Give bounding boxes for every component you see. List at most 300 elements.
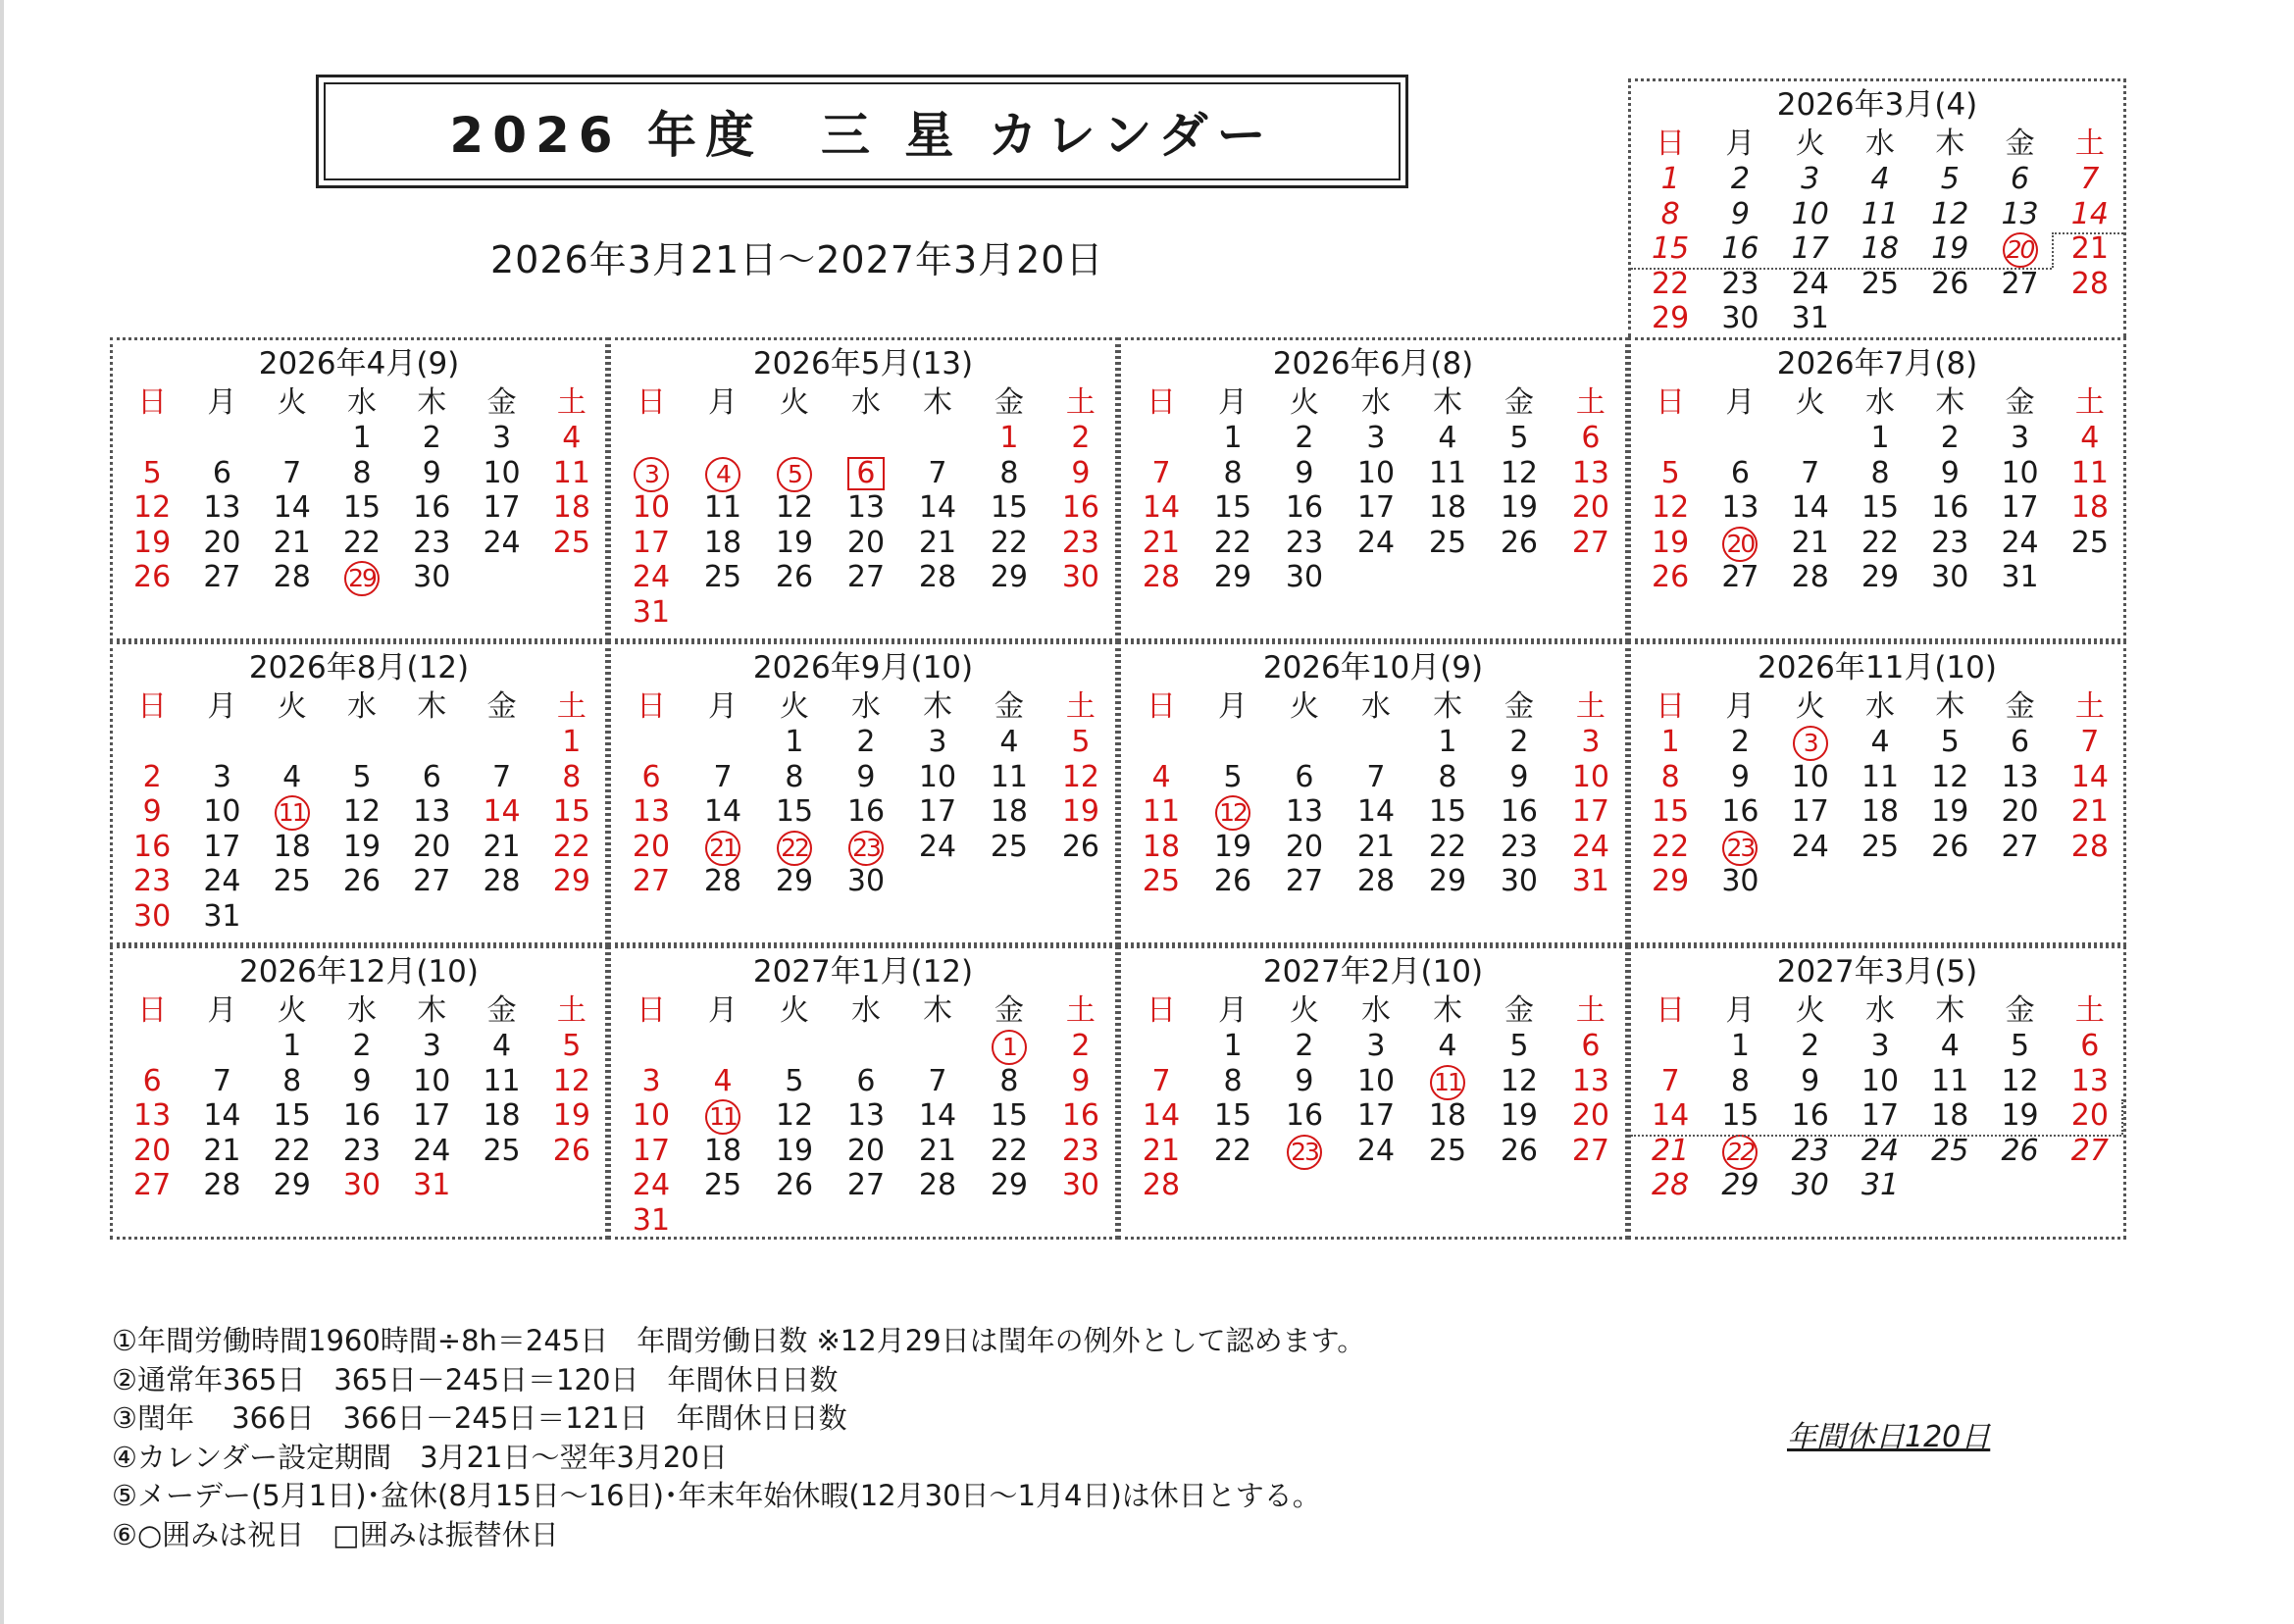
day-cell: 3 bbox=[1581, 725, 1601, 759]
month-title: 2026年9月(10) bbox=[752, 650, 974, 685]
day-cell: 27 bbox=[846, 1168, 886, 1202]
weekday-header: 火 bbox=[779, 385, 809, 420]
day-cell: 3 bbox=[928, 725, 947, 759]
note-2: ②通常年365日 365日－245日＝120日 年間休日日数 bbox=[112, 1362, 839, 1396]
day-cell: 14 bbox=[2070, 759, 2109, 794]
day-cell bbox=[1420, 1064, 1475, 1100]
day-cell: 8 bbox=[1223, 1063, 1243, 1098]
day-cell: 13 bbox=[846, 490, 886, 525]
day-cell: 16 bbox=[1285, 1098, 1324, 1133]
day-cell bbox=[695, 456, 750, 492]
day-cell: 22 bbox=[1652, 266, 1690, 301]
day-cell bbox=[1712, 526, 1767, 562]
month-2026-04 bbox=[110, 337, 608, 641]
day-cell: 2 bbox=[1071, 1029, 1091, 1063]
day-cell: 25 bbox=[552, 525, 590, 560]
day-cell: 2 bbox=[1730, 725, 1750, 759]
weekday-header: 月 bbox=[207, 689, 237, 724]
weekday-header: 金 bbox=[994, 689, 1024, 724]
weekday-header: 土 bbox=[1575, 993, 1606, 1028]
day-cell: 10 bbox=[2001, 455, 2039, 490]
day-cell: 16 bbox=[1061, 1098, 1100, 1133]
day-cell: 7 bbox=[492, 759, 512, 794]
weekday-header: 月 bbox=[1725, 127, 1756, 161]
day-cell: 11 bbox=[1861, 196, 1900, 231]
day-cell: 5 bbox=[1071, 725, 1091, 759]
weekday-header: 火 bbox=[1795, 993, 1825, 1028]
day-cell: 1 bbox=[282, 1029, 302, 1063]
day-cell: 30 bbox=[1721, 864, 1759, 898]
day-cell: 24 bbox=[1791, 266, 1829, 301]
day-cell: 29 bbox=[1861, 560, 1900, 594]
day-cell: 24 bbox=[918, 829, 957, 864]
day-cell: 16 bbox=[1061, 490, 1100, 525]
day-cell: 1 bbox=[1730, 1029, 1750, 1063]
day-cell: 18 bbox=[552, 490, 590, 525]
day-cell: 14 bbox=[1142, 490, 1181, 525]
day-cell: 12 bbox=[1652, 490, 1690, 525]
day-cell: 27 bbox=[1571, 525, 1610, 560]
weekday-header: 火 bbox=[277, 689, 307, 724]
day-cell: 4 bbox=[1870, 162, 1890, 196]
day-cell: 6 bbox=[1730, 455, 1750, 490]
weekday-header: 火 bbox=[1795, 689, 1825, 724]
note-1: ①年間労働時間1960時間÷8h＝245日 年間労働日数 ※12月29日は閏年の例外として認めます。 bbox=[112, 1324, 1366, 1357]
day-cell: 28 bbox=[2070, 829, 2109, 864]
day-cell: 31 bbox=[413, 1168, 451, 1202]
day-cell: 11 bbox=[483, 1063, 521, 1098]
day-cell: 15 bbox=[775, 794, 814, 829]
day-cell: 4 bbox=[1940, 1029, 1960, 1063]
month-title: 2027年1月(12) bbox=[752, 954, 974, 990]
page-edge bbox=[0, 0, 4, 1624]
day-cell: 7 bbox=[282, 455, 302, 490]
month-title: 2026年7月(8) bbox=[1776, 346, 1978, 381]
day-cell: 17 bbox=[483, 490, 521, 525]
day-cell: 24 bbox=[2001, 525, 2039, 560]
day-cell: 15 bbox=[1721, 1098, 1759, 1133]
day-cell: 1 bbox=[1660, 162, 1680, 196]
day-cell: 14 bbox=[1791, 490, 1829, 525]
day-cell: 9 bbox=[1071, 455, 1091, 490]
day-cell: 27 bbox=[1571, 1133, 1610, 1168]
weekday-header: 土 bbox=[1065, 689, 1096, 724]
day-cell: 9 bbox=[1730, 196, 1750, 231]
day-cell: 29 bbox=[1721, 1168, 1759, 1202]
weekday-header: 木 bbox=[1935, 127, 1965, 161]
day-cell: 21 bbox=[918, 1133, 957, 1168]
day-cell: 17 bbox=[1791, 794, 1829, 829]
day-cell: 13 bbox=[1571, 455, 1610, 490]
day-cell: 31 bbox=[1861, 1168, 1900, 1202]
weekday-header: 木 bbox=[417, 385, 447, 420]
day-cell: 29 bbox=[1652, 301, 1690, 335]
weekday-header: 土 bbox=[556, 993, 586, 1028]
day-cell: 1 bbox=[1223, 1029, 1243, 1063]
day-cell: 10 bbox=[632, 490, 671, 525]
day-cell: 6 bbox=[2011, 725, 2030, 759]
day-cell: 2 bbox=[1730, 162, 1750, 196]
day-cell: 30 bbox=[342, 1168, 382, 1202]
day-cell bbox=[1712, 1134, 1767, 1170]
day-cell: 22 bbox=[273, 1133, 311, 1168]
day-cell: 23 bbox=[1061, 1133, 1100, 1168]
day-cell: 24 bbox=[483, 525, 521, 560]
day-cell: 10 bbox=[1571, 759, 1610, 794]
day-cell: 17 bbox=[632, 525, 671, 560]
day-cell: 21 bbox=[918, 525, 957, 560]
day-cell: 19 bbox=[342, 829, 382, 864]
day-cell: 17 bbox=[203, 829, 241, 864]
day-cell: 12 bbox=[1061, 759, 1100, 794]
day-cell: 17 bbox=[413, 1098, 451, 1133]
day-cell: 1 bbox=[1438, 725, 1457, 759]
day-cell: 3 bbox=[212, 759, 231, 794]
day-cell: 19 bbox=[1652, 525, 1690, 560]
weekday-header: 月 bbox=[707, 689, 738, 724]
day-cell: 27 bbox=[133, 1168, 172, 1202]
day-cell: 28 bbox=[203, 1168, 241, 1202]
day-cell: 13 bbox=[1571, 1063, 1610, 1098]
day-cell: 23 bbox=[133, 864, 172, 898]
day-cell: 2 bbox=[1295, 421, 1314, 455]
month-2026-03 bbox=[1628, 78, 2126, 337]
day-cell: 26 bbox=[775, 1168, 814, 1202]
day-cell: 2 bbox=[1940, 421, 1960, 455]
day-cell: 22 bbox=[1861, 525, 1900, 560]
weekday-header: 月 bbox=[1217, 689, 1248, 724]
weekday-header: 日 bbox=[1656, 993, 1686, 1028]
day-cell: 4 bbox=[2080, 421, 2100, 455]
day-cell: 24 bbox=[1356, 1133, 1396, 1168]
day-cell: 4 bbox=[1438, 421, 1457, 455]
day-cell: 12 bbox=[1500, 455, 1539, 490]
holiday-circle-11: 11 bbox=[705, 1099, 740, 1135]
weekday-header: 土 bbox=[556, 689, 586, 724]
day-cell: 25 bbox=[990, 829, 1029, 864]
day-cell: 2 bbox=[1509, 725, 1529, 759]
weekday-header: 水 bbox=[1864, 993, 1895, 1028]
day-cell: 17 bbox=[1356, 490, 1396, 525]
day-cell bbox=[265, 794, 320, 831]
weekday-header: 土 bbox=[1065, 385, 1096, 420]
day-cell: 2 bbox=[422, 421, 441, 455]
day-cell: 20 bbox=[133, 1133, 172, 1168]
month-title: 2026年6月(8) bbox=[1272, 346, 1474, 381]
day-cell: 21 bbox=[273, 525, 311, 560]
day-cell: 25 bbox=[1931, 1133, 1969, 1168]
day-cell: 4 bbox=[282, 759, 302, 794]
weekday-header: 日 bbox=[637, 689, 666, 724]
month-2026-09 bbox=[608, 641, 1118, 945]
day-cell: 5 bbox=[352, 759, 372, 794]
day-cell: 8 bbox=[562, 759, 582, 794]
day-cell: 8 bbox=[352, 455, 372, 490]
day-cell: 30 bbox=[1931, 560, 1969, 594]
day-cell: 11 bbox=[1428, 455, 1467, 490]
weekday-header: 水 bbox=[346, 993, 377, 1028]
weekday-header: 木 bbox=[417, 689, 447, 724]
day-cell: 28 bbox=[918, 1168, 957, 1202]
day-cell: 30 bbox=[133, 898, 172, 934]
weekday-header: 火 bbox=[779, 689, 809, 724]
day-cell: 31 bbox=[203, 898, 241, 934]
day-cell: 9 bbox=[856, 759, 876, 794]
weekday-header: 水 bbox=[1360, 689, 1391, 724]
day-cell bbox=[1712, 830, 1767, 866]
day-cell: 2 bbox=[1071, 421, 1091, 455]
day-cell: 14 bbox=[273, 490, 311, 525]
day-cell: 19 bbox=[552, 1098, 590, 1133]
day-cell: 12 bbox=[1931, 196, 1969, 231]
day-cell: 12 bbox=[1500, 1063, 1539, 1098]
day-cell: 25 bbox=[1142, 864, 1181, 898]
day-cell: 29 bbox=[552, 864, 590, 898]
day-cell: 24 bbox=[632, 1168, 671, 1202]
day-cell: 15 bbox=[1213, 490, 1252, 525]
day-cell: 13 bbox=[133, 1098, 172, 1133]
weekday-header: 金 bbox=[2005, 993, 2035, 1028]
day-cell: 18 bbox=[703, 525, 742, 560]
day-cell: 18 bbox=[273, 829, 311, 864]
holiday-circle-3: 3 bbox=[634, 457, 669, 492]
weekday-header: 火 bbox=[779, 993, 809, 1028]
weekday-header: 土 bbox=[556, 385, 586, 420]
day-cell: 17 bbox=[1861, 1098, 1900, 1133]
day-cell: 31 bbox=[632, 594, 671, 630]
day-cell: 5 bbox=[562, 1029, 582, 1063]
day-cell: 20 bbox=[2070, 1098, 2109, 1133]
day-cell: 22 bbox=[342, 525, 382, 560]
day-cell: 14 bbox=[203, 1098, 241, 1133]
day-cell: 6 bbox=[422, 759, 441, 794]
day-cell: 3 bbox=[492, 421, 512, 455]
day-cell bbox=[982, 1029, 1037, 1065]
day-cell: 23 bbox=[342, 1133, 382, 1168]
period-boundary-line bbox=[2052, 232, 2054, 268]
day-cell: 15 bbox=[990, 490, 1029, 525]
day-cell: 12 bbox=[2001, 1063, 2039, 1098]
day-cell: 24 bbox=[632, 560, 671, 594]
day-cell: 18 bbox=[703, 1133, 742, 1168]
weekday-header: 日 bbox=[1147, 385, 1176, 420]
month-2026-11 bbox=[1628, 641, 2126, 945]
weekday-header: 金 bbox=[2005, 127, 2035, 161]
day-cell: 4 bbox=[999, 725, 1019, 759]
weekday-header: 土 bbox=[2074, 993, 2105, 1028]
day-cell: 27 bbox=[1285, 864, 1324, 898]
weekday-header: 火 bbox=[1795, 385, 1825, 420]
holiday-circle-3: 3 bbox=[1793, 726, 1828, 761]
day-cell: 30 bbox=[1791, 1168, 1829, 1202]
holiday-circle-20: 20 bbox=[2003, 232, 2038, 268]
day-cell: 16 bbox=[1500, 794, 1539, 829]
day-cell: 2 bbox=[352, 1029, 372, 1063]
day-cell: 29 bbox=[990, 560, 1029, 594]
weekday-header: 金 bbox=[486, 993, 517, 1028]
day-cell: 28 bbox=[2070, 266, 2109, 301]
day-cell: 17 bbox=[1571, 794, 1610, 829]
day-cell: 7 bbox=[1366, 759, 1386, 794]
day-cell: 6 bbox=[641, 759, 661, 794]
day-cell: 19 bbox=[1213, 829, 1252, 864]
month-2026-06 bbox=[1118, 337, 1628, 641]
weekday-header: 金 bbox=[2005, 689, 2035, 724]
day-cell: 11 bbox=[1142, 794, 1181, 829]
day-cell: 7 bbox=[1660, 1063, 1680, 1098]
day-cell: 11 bbox=[703, 490, 742, 525]
day-cell: 31 bbox=[2001, 560, 2039, 594]
weekday-header: 土 bbox=[2074, 127, 2105, 161]
day-cell: 20 bbox=[632, 829, 671, 864]
day-cell: 28 bbox=[1142, 560, 1181, 594]
day-cell: 31 bbox=[1791, 301, 1829, 335]
day-cell: 19 bbox=[1931, 794, 1969, 829]
weekday-header: 水 bbox=[346, 689, 377, 724]
day-cell: 11 bbox=[2070, 455, 2109, 490]
day-cell: 16 bbox=[133, 829, 172, 864]
weekday-header: 火 bbox=[277, 993, 307, 1028]
weekday-header: 金 bbox=[994, 385, 1024, 420]
day-cell: 3 bbox=[422, 1029, 441, 1063]
weekday-header: 日 bbox=[637, 385, 666, 420]
holiday-circle-5: 5 bbox=[777, 457, 812, 492]
day-cell: 9 bbox=[1730, 759, 1750, 794]
weekday-header: 金 bbox=[2005, 385, 2035, 420]
month-title: 2027年2月(10) bbox=[1262, 954, 1484, 990]
weekday-header: 水 bbox=[1360, 993, 1391, 1028]
day-cell: 20 bbox=[846, 525, 886, 560]
weekday-header: 木 bbox=[1935, 689, 1965, 724]
day-cell bbox=[1277, 1134, 1332, 1170]
day-cell: 15 bbox=[990, 1098, 1029, 1133]
day-cell: 21 bbox=[1652, 1133, 1690, 1168]
day-cell: 17 bbox=[1356, 1098, 1396, 1133]
day-cell: 10 bbox=[632, 1098, 671, 1133]
day-cell: 26 bbox=[1500, 1133, 1539, 1168]
day-cell: 20 bbox=[413, 829, 451, 864]
day-cell: 21 bbox=[2070, 794, 2109, 829]
day-cell: 21 bbox=[2070, 231, 2109, 266]
day-cell: 15 bbox=[273, 1098, 311, 1133]
day-cell: 15 bbox=[1652, 794, 1690, 829]
day-cell: 13 bbox=[413, 794, 451, 829]
day-cell: 17 bbox=[632, 1133, 671, 1168]
day-cell: 18 bbox=[1428, 490, 1467, 525]
day-cell: 20 bbox=[2001, 794, 2039, 829]
weekday-header: 日 bbox=[137, 689, 168, 724]
day-cell: 20 bbox=[1571, 1098, 1610, 1133]
day-cell: 8 bbox=[1660, 759, 1680, 794]
day-cell: 27 bbox=[632, 864, 671, 898]
day-cell: 12 bbox=[1931, 759, 1969, 794]
day-cell: 8 bbox=[282, 1063, 302, 1098]
weekday-header: 木 bbox=[922, 993, 952, 1028]
day-cell: 25 bbox=[2070, 525, 2109, 560]
day-cell: 31 bbox=[632, 1202, 671, 1238]
month-title: 2026年3月(4) bbox=[1776, 87, 1978, 123]
day-cell: 25 bbox=[1861, 266, 1900, 301]
day-cell: 29 bbox=[1428, 864, 1467, 898]
weekday-header: 木 bbox=[1432, 385, 1462, 420]
day-cell: 23 bbox=[1061, 525, 1100, 560]
day-cell: 3 bbox=[641, 1063, 661, 1098]
day-cell: 21 bbox=[1356, 829, 1396, 864]
day-cell: 18 bbox=[483, 1098, 521, 1133]
holiday-circle-11: 11 bbox=[275, 795, 310, 831]
day-cell: 13 bbox=[2001, 196, 2039, 231]
day-cell: 19 bbox=[2001, 1098, 2039, 1133]
day-cell: 13 bbox=[1721, 490, 1759, 525]
weekday-header: 土 bbox=[2074, 385, 2105, 420]
day-cell: 22 bbox=[990, 1133, 1029, 1168]
day-cell: 14 bbox=[1356, 794, 1396, 829]
weekday-header: 月 bbox=[707, 385, 738, 420]
month-2027-03 bbox=[1628, 945, 2126, 1240]
day-cell: 5 bbox=[1940, 725, 1960, 759]
day-cell: 13 bbox=[2001, 759, 2039, 794]
day-cell: 7 bbox=[1151, 1063, 1171, 1098]
day-cell: 26 bbox=[342, 864, 382, 898]
weekday-header: 金 bbox=[994, 993, 1024, 1028]
day-cell: 30 bbox=[1061, 560, 1100, 594]
day-cell: 24 bbox=[413, 1133, 451, 1168]
weekday-header: 水 bbox=[346, 385, 377, 420]
calendar-period: 2026年3月21日～2027年3月20日 bbox=[490, 238, 1104, 281]
weekday-header: 日 bbox=[1656, 385, 1686, 420]
weekday-header: 土 bbox=[1575, 689, 1606, 724]
day-cell: 9 bbox=[1801, 1063, 1820, 1098]
day-cell: 7 bbox=[713, 759, 733, 794]
day-cell: 17 bbox=[918, 794, 957, 829]
day-cell: 24 bbox=[1861, 1133, 1900, 1168]
day-cell: 28 bbox=[1142, 1168, 1181, 1202]
day-cell: 1 bbox=[999, 421, 1019, 455]
day-cell: 13 bbox=[203, 490, 241, 525]
day-cell: 6 bbox=[1581, 421, 1601, 455]
day-cell: 3 bbox=[2011, 421, 2030, 455]
day-cell: 8 bbox=[1660, 196, 1680, 231]
day-cell: 25 bbox=[273, 864, 311, 898]
weekday-header: 水 bbox=[850, 993, 881, 1028]
note-6: ⑥○囲みは祝日 □囲みは振替休日 bbox=[112, 1517, 559, 1551]
day-cell: 4 bbox=[1438, 1029, 1457, 1063]
weekday-header: 月 bbox=[207, 993, 237, 1028]
weekday-header: 日 bbox=[1147, 993, 1176, 1028]
holiday-circle-29: 29 bbox=[344, 561, 380, 596]
day-cell: 4 bbox=[1151, 759, 1171, 794]
day-cell: 2 bbox=[856, 725, 876, 759]
day-cell: 25 bbox=[1861, 829, 1900, 864]
day-cell: 29 bbox=[990, 1168, 1029, 1202]
day-cell: 4 bbox=[492, 1029, 512, 1063]
weekday-header: 日 bbox=[137, 993, 168, 1028]
day-cell bbox=[695, 1098, 750, 1135]
day-cell: 3 bbox=[1366, 1029, 1386, 1063]
month-title: 2026年12月(10) bbox=[239, 954, 479, 990]
day-cell bbox=[1783, 725, 1838, 761]
day-cell: 27 bbox=[2001, 829, 2039, 864]
month-2026-05 bbox=[608, 337, 1118, 641]
day-cell: 19 bbox=[1061, 794, 1100, 829]
day-cell: 10 bbox=[918, 759, 957, 794]
day-cell: 21 bbox=[483, 829, 521, 864]
day-cell: 17 bbox=[2001, 490, 2039, 525]
day-cell: 6 bbox=[2011, 162, 2030, 196]
day-cell: 3 bbox=[1366, 421, 1386, 455]
weekday-header: 月 bbox=[1217, 993, 1248, 1028]
day-cell: 26 bbox=[775, 560, 814, 594]
